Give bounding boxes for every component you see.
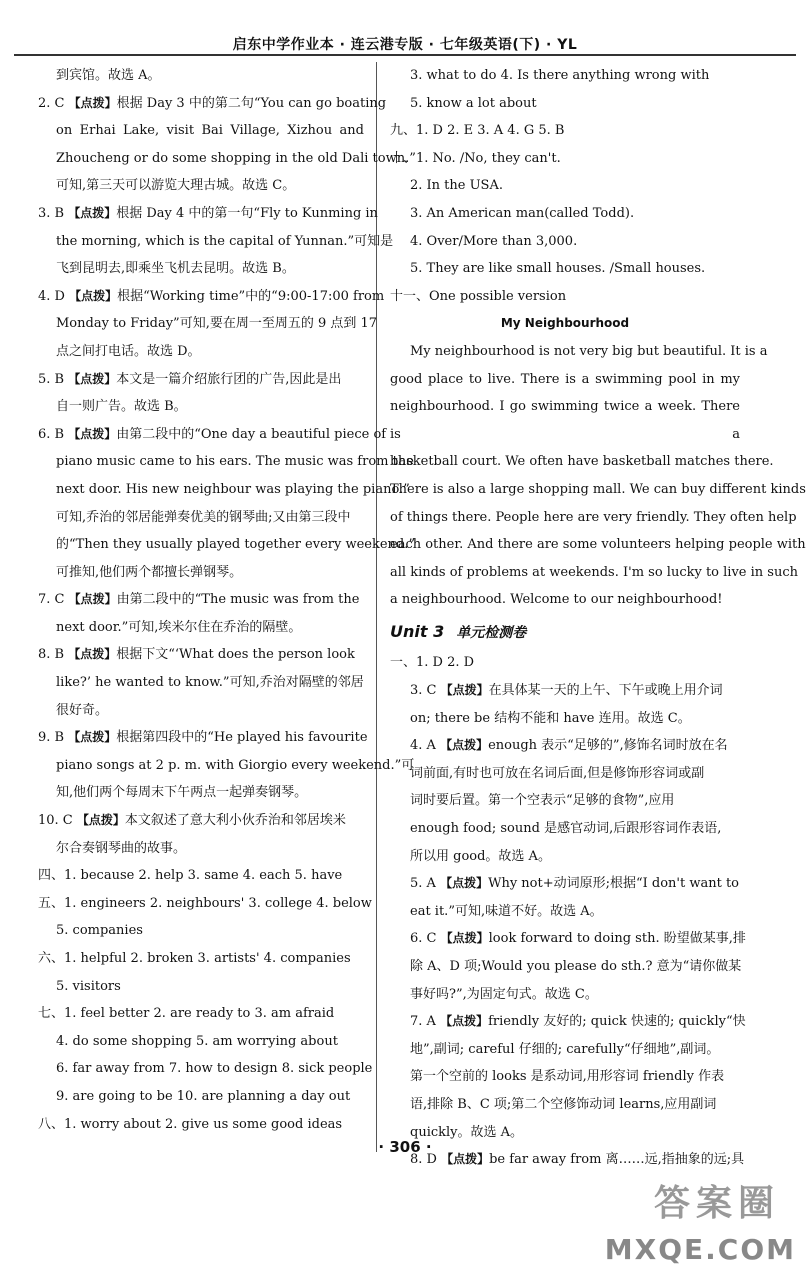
line-text: 四、1. because 2. help 3. same 4. each 5. have bbox=[38, 868, 343, 884]
right-line bbox=[390, 117, 740, 145]
right-line bbox=[390, 953, 740, 981]
hint-tag: 【点拨】 bbox=[68, 730, 117, 745]
left-line bbox=[38, 200, 378, 228]
line-text: eat it.”可知,味道不好。故选 A。 bbox=[410, 903, 603, 919]
answer-number: 5. A bbox=[410, 876, 441, 892]
line-text: 十、1. No. /No, they can't. bbox=[390, 150, 561, 166]
right-line bbox=[390, 90, 740, 118]
line-text: 一、1. D 2. D bbox=[390, 655, 475, 671]
line-text: 六、1. helpful 2. broken 3. artists' 4. companies bbox=[38, 951, 351, 966]
line-text: Monday to Friday”可知,要在周一至周五的 9 点到 17 bbox=[56, 316, 378, 332]
line-text: 所以用 good。故选 A。 bbox=[410, 848, 551, 864]
line-text: look forward to doing sth. 盼望做某事,排 bbox=[488, 931, 746, 947]
left-line bbox=[38, 476, 410, 504]
line-text: on Erhai Lake, visit Bai Village, Xizhou and bbox=[56, 123, 364, 139]
answer-number: 4. A bbox=[410, 738, 441, 754]
left-line bbox=[38, 62, 364, 90]
line-text: 除 A、D 项;Would you please do sth.? 意为“请你做某 bbox=[410, 959, 742, 974]
line-text: 到宾馆。故选 A。 bbox=[56, 68, 161, 83]
answer-number: 7. C bbox=[38, 592, 69, 608]
line-text: 很好奇。 bbox=[56, 702, 109, 718]
right-line bbox=[390, 870, 740, 898]
left-line bbox=[38, 917, 364, 945]
answer-number: 2. C bbox=[38, 95, 69, 111]
hint-tag: 【点拨】 bbox=[68, 592, 117, 607]
line-text: all kinds of problems at weekends. I'm so lucky to live in such bbox=[390, 564, 798, 580]
left-column bbox=[38, 62, 416, 1138]
line-text: 在具体某一天的上午、下午或晚上用介词 bbox=[488, 683, 723, 699]
line-text: basketball court. We often have basketball matches there. bbox=[390, 454, 774, 470]
line-text: 词时要后置。第一个空表示“足够的食物”,应用 bbox=[410, 793, 675, 809]
hint-tag: 【点拨】 bbox=[76, 813, 125, 828]
right-line bbox=[390, 618, 740, 648]
right-line bbox=[390, 787, 740, 815]
left-line bbox=[38, 1055, 373, 1083]
left-line bbox=[38, 807, 364, 835]
line-text: 第一个空前的 looks 是系动词,用形容词 friendly 作表 bbox=[410, 1069, 725, 1085]
line-text: the morning, which is the capital of Yunnan.”可知是 bbox=[56, 233, 394, 249]
hint-tag: 【点拨】 bbox=[440, 738, 489, 753]
line-text: 本文叙述了意大利小伙乔治和邻居埃米 bbox=[124, 813, 346, 829]
unit-heading: Unit 3 bbox=[390, 621, 445, 641]
left-line bbox=[38, 1111, 364, 1139]
left-line bbox=[38, 448, 414, 476]
line-text: next door. His new neighbour was playing the piano.” bbox=[56, 481, 410, 497]
answer-number: 10. C bbox=[38, 813, 77, 829]
watermark-cn: 答案圈 bbox=[653, 1183, 780, 1224]
answer-number: 4. D bbox=[38, 288, 70, 304]
line-text: 5. companies bbox=[56, 923, 143, 939]
line-text: 本文是一篇介绍旅行团的广告,因此是出 bbox=[116, 371, 342, 387]
right-line bbox=[390, 62, 740, 90]
line-text: 尔合奏钢琴曲的故事。 bbox=[56, 840, 187, 856]
hint-tag: 【点拨】 bbox=[440, 1014, 489, 1029]
right-line bbox=[390, 586, 740, 614]
line-text: 3. An American man(called Todd). bbox=[410, 205, 635, 221]
answer-number: 8. B bbox=[38, 647, 69, 663]
left-line bbox=[38, 1028, 364, 1056]
left-line bbox=[38, 724, 368, 752]
left-line bbox=[38, 338, 364, 366]
header-rule bbox=[14, 54, 796, 56]
right-line bbox=[390, 981, 740, 1009]
line-text: 飞到昆明去,即乘坐飞机去昆明。故选 B。 bbox=[56, 261, 295, 277]
answer-number: 9. B bbox=[38, 730, 69, 746]
line-text: 根据第四段中的“He played his favourite bbox=[116, 730, 368, 746]
line-text: 由第二段中的“One day a beautiful piece of bbox=[116, 426, 387, 442]
line-text: 可知,乔治的邻居能弹奏优美的钢琴曲;又由第三段中 bbox=[56, 509, 351, 525]
line-text: be far away from 离……远,指抽象的远;具 bbox=[489, 1152, 745, 1168]
right-line bbox=[390, 531, 806, 559]
line-text: like?’ he wanted to know.”可知,乔治对隔壁的邻居 bbox=[56, 675, 364, 691]
left-line bbox=[38, 586, 364, 614]
right-line bbox=[390, 898, 740, 926]
line-text: a neighbourhood. Welcome to our neighbourhood! bbox=[390, 592, 723, 608]
right-line bbox=[390, 283, 740, 311]
right-line bbox=[390, 366, 740, 394]
line-text: 七、1. feel better 2. are ready to 3. am afraid bbox=[38, 1006, 335, 1022]
left-line bbox=[38, 145, 416, 173]
left-line bbox=[38, 366, 364, 394]
left-line bbox=[38, 835, 364, 863]
hint-tag: 【点拨】 bbox=[68, 95, 117, 110]
right-line bbox=[390, 843, 740, 871]
left-line bbox=[38, 614, 364, 642]
line-text: 根据 Day 3 中的第二句“You can go boating bbox=[116, 95, 387, 111]
hint-tag: 【点拨】 bbox=[68, 647, 117, 662]
right-line bbox=[390, 925, 746, 953]
right-line bbox=[390, 1091, 740, 1119]
line-text: 地”,副词; careful 仔细的; carefully“仔细地”,副词。 bbox=[410, 1041, 720, 1057]
line-text: 根据 Day 4 中的第一句“Fly to Kunming in bbox=[116, 205, 378, 221]
line-text: 6. far away from 7. how to design 8. sick people bbox=[56, 1061, 373, 1077]
line-text: next door.”可知,埃米尔住在乔治的隔壁。 bbox=[56, 619, 302, 635]
left-line bbox=[38, 1000, 364, 1028]
line-text: 知,他们两个每周末下午两点一起弹奏钢琴。 bbox=[56, 785, 308, 801]
line-text: My neighbourhood is not very big but beautiful. It is a bbox=[410, 343, 768, 359]
right-line bbox=[390, 559, 798, 587]
left-line bbox=[38, 90, 387, 118]
line-text: Zhoucheng or do some shopping in the old Dali town.” bbox=[56, 150, 416, 166]
left-line bbox=[38, 779, 364, 807]
left-line bbox=[38, 641, 364, 669]
left-line bbox=[38, 559, 364, 587]
line-text: 5. know a lot about bbox=[410, 95, 537, 111]
left-line bbox=[38, 890, 372, 918]
left-line bbox=[38, 117, 364, 145]
right-column bbox=[390, 62, 806, 1174]
line-text: good place to live. There is a swimming pool in my bbox=[390, 371, 740, 387]
running-header: 启东中学作业本 · 连云港专版 · 七年级英语(下) · YL bbox=[232, 37, 578, 53]
right-line bbox=[390, 815, 740, 843]
left-line bbox=[38, 1083, 364, 1111]
line-text: 9. are going to be 10. are planning a day out bbox=[56, 1088, 351, 1104]
line-text: of things there. People here are very friendly. They often help bbox=[390, 509, 797, 525]
right-line bbox=[390, 732, 740, 760]
answer-number: 3. B bbox=[38, 205, 69, 221]
left-line bbox=[38, 504, 364, 532]
line-text: piano music came to his ears. The music was from the bbox=[56, 454, 414, 470]
right-line bbox=[390, 200, 740, 228]
line-text: enough 表示“足够的”,修饰名词时放在名 bbox=[488, 738, 728, 754]
right-line bbox=[390, 145, 740, 173]
line-text: piano songs at 2 p. m. with Giorgio every weekend.”可 bbox=[56, 757, 415, 773]
line-text: friendly 友好的; quick 快速的; quickly“快 bbox=[488, 1014, 746, 1030]
column-divider bbox=[376, 62, 377, 1152]
left-line bbox=[38, 255, 364, 283]
answer-number: 3. C bbox=[410, 683, 441, 699]
right-line bbox=[390, 393, 740, 448]
line-text: My Neighbourhood bbox=[500, 316, 630, 331]
hint-tag: 【点拨】 bbox=[440, 876, 489, 891]
line-text: 九、1. D 2. E 3. A 4. G 5. B bbox=[390, 123, 565, 139]
answer-number: 5. B bbox=[38, 371, 69, 387]
line-text: 八、1. worry about 2. give us some good ideas bbox=[38, 1116, 343, 1132]
line-text: 根据下文“‘What does the person look bbox=[116, 647, 355, 663]
left-line bbox=[38, 228, 394, 256]
left-line bbox=[38, 697, 364, 725]
hint-tag: 【点拨】 bbox=[440, 931, 489, 946]
unit-subheading: 单元检测卷 bbox=[456, 624, 527, 641]
watermark-url: MXQE.COM bbox=[604, 1233, 796, 1266]
right-line bbox=[390, 649, 740, 677]
line-text: 五、1. engineers 2. neighbours' 3. college 4. below bbox=[38, 895, 372, 911]
line-text: 由第二段中的“The music was from the bbox=[116, 592, 360, 608]
line-text: 根据“Working time”中的“9:00-17:00 from bbox=[117, 288, 385, 304]
hint-tag: 【点拨】 bbox=[440, 683, 489, 698]
line-text: each other. And there are some volunteers helping people with bbox=[390, 537, 806, 553]
right-line bbox=[390, 228, 740, 256]
right-line bbox=[390, 1008, 746, 1036]
left-line bbox=[38, 310, 378, 338]
answer-number: 6. C bbox=[410, 931, 441, 947]
right-line bbox=[390, 448, 774, 476]
right-line bbox=[390, 310, 740, 338]
line-text: enough food; sound 是感官动词,后跟形容词作表语, bbox=[410, 821, 722, 837]
right-line bbox=[390, 677, 740, 705]
line-text: 语,排除 B、C 项;第二个空修饰动词 learns,应用副词 bbox=[410, 1096, 717, 1112]
left-line bbox=[38, 172, 364, 200]
line-text: 可知,第三天可以游览大理古城。故选 C。 bbox=[56, 178, 296, 194]
hint-tag: 【点拨】 bbox=[68, 371, 117, 386]
right-line bbox=[390, 504, 797, 532]
answer-number: 7. A bbox=[410, 1014, 441, 1030]
hint-tag: 【点拨】 bbox=[441, 1152, 490, 1167]
left-line bbox=[38, 283, 385, 311]
right-line bbox=[390, 172, 740, 200]
right-line bbox=[390, 476, 806, 504]
left-line bbox=[38, 393, 364, 421]
left-line bbox=[38, 531, 416, 559]
line-text: 3. what to do 4. Is there anything wrong with bbox=[410, 68, 710, 83]
line-text: 4. do some shopping 5. am worrying about bbox=[56, 1033, 338, 1049]
line-text: 十一、One possible version bbox=[390, 288, 567, 304]
left-line bbox=[38, 421, 387, 449]
line-text: 点之间打电话。故选 D。 bbox=[56, 343, 201, 359]
right-line bbox=[390, 255, 740, 283]
answer-number: 8. D bbox=[410, 1152, 442, 1168]
hint-tag: 【点拨】 bbox=[69, 288, 118, 303]
line-text: 自一则广告。故选 B。 bbox=[56, 399, 187, 415]
left-line bbox=[38, 862, 364, 890]
page-number: · 306 · bbox=[378, 1138, 432, 1156]
line-text: on; there be 结构不能和 have 连用。故选 C。 bbox=[410, 710, 691, 726]
line-text: There is also a large shopping mall. We can buy different kinds bbox=[390, 481, 806, 497]
line-text: Why not+动词原形;根据“I don't want to bbox=[488, 876, 740, 892]
left-line bbox=[38, 945, 364, 973]
right-line bbox=[390, 705, 740, 733]
line-text: 5. visitors bbox=[56, 978, 121, 994]
line-text: 2. In the USA. bbox=[410, 178, 503, 194]
hint-tag: 【点拨】 bbox=[68, 205, 117, 220]
line-text: 5. They are like small houses. /Small houses. bbox=[410, 261, 706, 277]
left-line bbox=[38, 973, 364, 1001]
line-text: neighbourhood. I go swimming twice a week. There is a bbox=[390, 399, 740, 442]
left-line bbox=[38, 752, 415, 780]
right-line bbox=[390, 760, 740, 788]
line-text: quickly。故选 A。 bbox=[410, 1124, 524, 1140]
line-text: 事好吗?”,为固定句式。故选 C。 bbox=[410, 986, 598, 1002]
hint-tag: 【点拨】 bbox=[68, 426, 117, 441]
right-line bbox=[390, 1063, 740, 1091]
line-text: 词前面,有时也可放在名词后面,但是修饰形容词或副 bbox=[410, 765, 705, 781]
line-text: 4. Over/More than 3,000. bbox=[410, 233, 578, 249]
answer-number: 6. B bbox=[38, 426, 69, 442]
right-line bbox=[390, 1036, 740, 1064]
line-text: 的“Then they usually played together every weekend.” bbox=[56, 537, 416, 553]
right-line bbox=[390, 338, 768, 366]
left-line bbox=[38, 669, 364, 697]
line-text: 可推知,他们两个都擅长弹钢琴。 bbox=[56, 564, 243, 580]
